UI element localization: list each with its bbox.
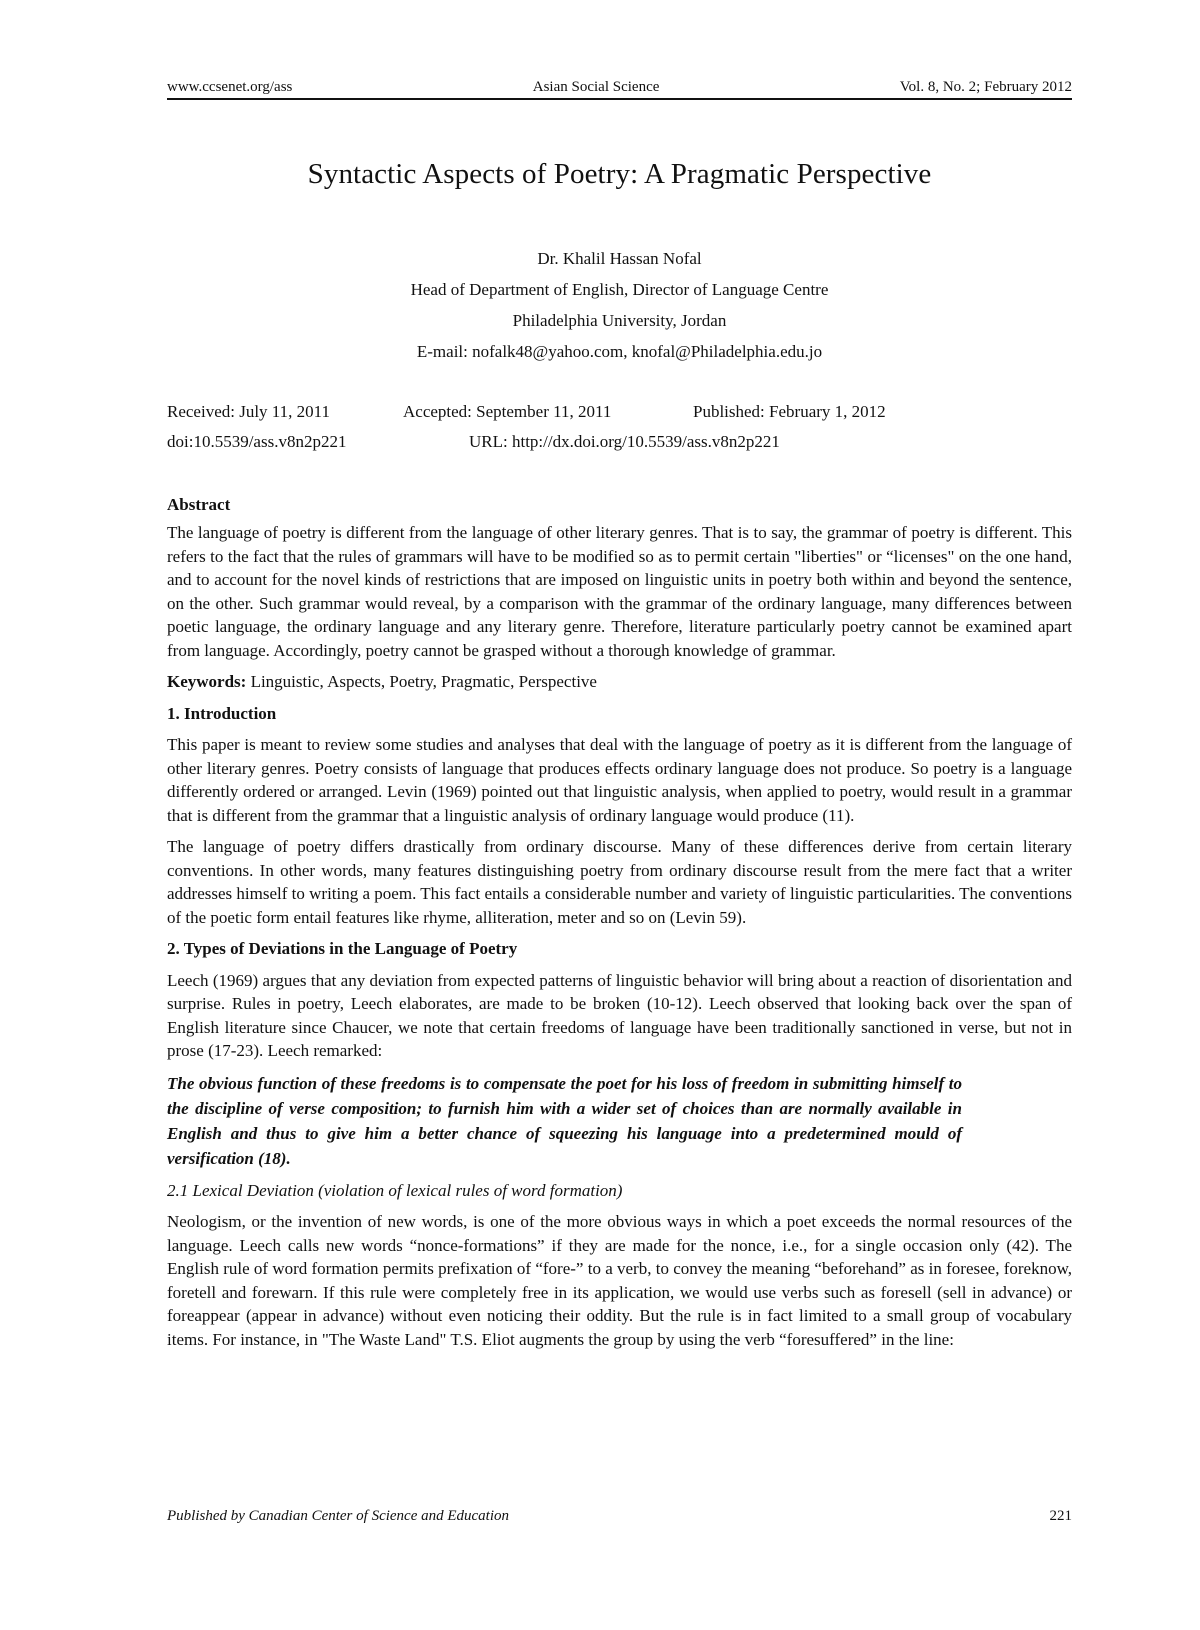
page-footer bbox=[167, 1508, 1072, 1525]
author-block bbox=[167, 243, 1072, 367]
doi-url: URL: http://dx.doi.org/10.5539/ass.v8n2p221 bbox=[469, 432, 780, 451]
author-name: Dr. Khalil Hassan Nofal bbox=[537, 249, 702, 268]
page-number: 221 bbox=[1049, 1508, 1072, 1524]
published-date: Published: February 1, 2012 bbox=[693, 402, 886, 421]
section-heading-types-of-deviations: 2. Types of Deviations in the Language of Poetry bbox=[167, 939, 518, 958]
publication-dates bbox=[167, 397, 1072, 457]
journal-name: Asian Social Science bbox=[532, 79, 660, 95]
paragraph: The language of poetry differs drastically from ordinary discourse. Many of these differences derive from certain literary conventions. In other words, many features distinguishing poetry from ordinary discourse result from the mere fact that a writer addresses himself to writing a poem. This fact entails a considerable number and variety of linguistic particularities. The conventions of the poetic form entail features like rhyme, alliteration, meter and so on (Levin 59). bbox=[167, 837, 1072, 927]
running-head bbox=[167, 74, 1072, 100]
author-position: Head of Department of English, Director of Language Centre bbox=[410, 280, 829, 299]
author-email: E-mail: nofalk48@yahoo.com, knofal@Philadelphia.edu.jo bbox=[416, 342, 823, 361]
accepted-date: Accepted: September 11, 2011 bbox=[403, 402, 612, 421]
journal-website: www.ccsenet.org/ass bbox=[167, 79, 293, 95]
paragraph: Neologism, or the invention of new words, is one of the more obvious ways in which a poet exceeds the normal resources of the language. Leech calls new words “nonce-formations” if they are made for the nonce, i.e., for a single occasion only (42). The English rule of word formation permits prefixation of “fore-” to a verb, to convey the meaning “beforehand” as in foresee, foreknow, foretell and forewarn. If this rule were completely free in its application, we would use verbs such as foresell (sell in advance) or foreappear (appear in advance) without even noticing their oddity. But the rule is in fact limited to a small group of vocabulary items. For instance, in "The Waste Land" T.S. Eliot augments the group by using the verb “foresuffered” in the line: bbox=[167, 1212, 1072, 1349]
keywords-list: Linguistic, Aspects, Poetry, Pragmatic, Perspective bbox=[246, 672, 597, 691]
journal-volume: Vol. 8, No. 2; February 2012 bbox=[899, 79, 1072, 95]
paper-title: Syntactic Aspects of Poetry: A Pragmatic Perspective bbox=[307, 158, 932, 190]
subsection-heading-lexical-deviation: 2.1 Lexical Deviation (violation of lexical rules of word formation) bbox=[167, 1180, 623, 1200]
publisher-name: Published by Canadian Center of Science and Education bbox=[167, 1508, 510, 1524]
doi: doi:10.5539/ass.v8n2p221 bbox=[167, 432, 347, 451]
abstract-text: The language of poetry is different from the language of other literary genres. That is to say, the grammar of poetry is different. This refers to the fact that the rules of grammars will have to be modified so as to permit certain "liberties" or “licenses" on the one hand, and to account for the novel kinds of restrictions that are imposed on linguistic units in poetry both within and beyond the sentence, on the other. Such grammar would reveal, by a comparison with the grammar of the ordinary language, many differences between poetic language, the ordinary language and any literary genre. Therefore, literature particularly poetry cannot be examined apart from language. Accordingly, poetry cannot be grasped without a thorough knowledge of grammar. bbox=[167, 523, 1072, 660]
block-quote: The obvious function of these freedoms is to compensate the poet for his loss of freedom in submitting himself to the discipline of verse composition; to furnish him with a wider set of choices than are normally available in English and thus to give him a better chance of squeezing his language into a predetermined mould of versification (18). bbox=[167, 1073, 962, 1168]
keywords bbox=[167, 670, 1072, 694]
received-date: Received: July 11, 2011 bbox=[167, 402, 331, 421]
abstract-heading: Abstract bbox=[167, 495, 231, 514]
keywords-label: Keywords: bbox=[167, 672, 247, 691]
paragraph: Leech (1969) argues that any deviation from expected patterns of linguistic behavior will bring about a reaction of disorientation and surprise. Rules in poetry, Leech elaborates, are made to be broken (10-12). Leech observed that looking back over the span of English literature since Chaucer, we note that certain freedoms of language have been traditionally sanctioned in verse, but not in prose (17-23). Leech remarked: bbox=[167, 970, 1072, 1060]
author-affiliation: Philadelphia University, Jordan bbox=[512, 311, 727, 330]
paper-page bbox=[167, 74, 1072, 1594]
section-heading-introduction: 1. Introduction bbox=[167, 703, 277, 723]
paragraph: This paper is meant to review some studies and analyses that deal with the language of poetry as it is different from the language of other literary genres. Poetry consists of language that produces effects ordinary language does not produce. So poetry is a language differently ordered or arranged. Levin (1969) pointed out that linguistic analysis, when applied to poetry, would result in a grammar that is different from the grammar that a linguistic analysis of ordinary language would produce (11). bbox=[167, 735, 1072, 825]
